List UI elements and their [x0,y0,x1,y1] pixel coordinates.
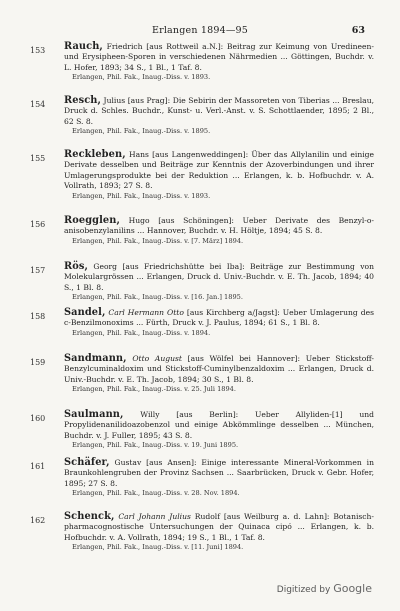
running-title: Erlangen 1894—95 [151,25,249,36]
entry-citation: Julius [aus Prag]: Die Sebirin der Massoreten von Tiberias ... Breslau, Druck d. Schles. Buchdr., Kunst- u. Verl.-Anst. v. S. Schottlaender, 1895; 2 Bl., 62 S. 8. [64,96,374,126]
entry-citation: Rudolf [aus Weilburg a. d. Lahn]: Botanisch-pharmacognostische Untersuchungen der Quinaca cipó ... Erlangen, k. b. Hofbuchdr. v. A. Vollrath, 1894; 19 S., 1 Bl., 1 Taf. 8. [64,512,374,542]
entry-number: 158 [30,312,46,321]
entry-citation: Hugo [aus Schöningen]: Ueber Derivate des Benzyl-o-anisobenzylanilins ... Hannover, Buchdr. v. H. Höltje, 1894; 45 S. 8. [64,216,374,236]
entry-number: 156 [30,220,46,229]
entry-text [64,96,374,137]
page-number: 63 [351,25,365,36]
entry-note: Erlangen, Phil. Fak., Inaug.-Diss. v. [7. März] 1894. [72,236,244,245]
running-header [0,25,400,39]
entry-number: 155 [30,154,46,163]
author-surname: Schenck, [64,511,115,522]
entry-number: 160 [30,414,46,423]
entry-text [64,410,374,451]
entry-note: Erlangen, Phil. Fak., Inaug.-Diss. v. [11. Juni] 1894. [72,543,244,552]
entry-text [64,354,374,395]
entry-number: 159 [30,358,46,367]
entry-note: Erlangen, Phil. Fak., Inaug.-Diss. v. 1893. [72,191,211,200]
google-logo: Google [333,582,372,595]
entry-note: Erlangen, Phil. Fak., Inaug.-Diss. v. 1893. [72,73,211,82]
entry-number: 157 [30,266,46,275]
entry-citation: [aus Kirchberg a/Jagst]: Ueber Umlagerung des c-Benzilmonoxims ... Fürth, Druck v. J. Paulus, 1894; 61 S., 1 Bl. 8. [64,308,374,328]
entry-citation: Friedrich [aus Rottweil a.N.]: Beitrag zur Keimung von Uredineen- und Erysipheen-Sporen in verschiedenen Nährmedien ... Göttingen, Buchdr. v. L. Hofer, 1893; 34 S., 1 Bl., 1 Taf. 8. [64,42,374,72]
author-surname: Reckleben, [64,149,126,160]
author-surname: Saulmann, [64,409,124,420]
entry-text [64,216,374,246]
entry-number: 161 [30,462,46,471]
entry-note: Erlangen, Phil. Fak., Inaug.-Diss. v. [16. Jan.] 1895. [72,293,243,302]
entry-note: Erlangen, Phil. Fak., Inaug.-Diss. v. 19. Juni 1895. [72,441,239,450]
author-surname: Sandmann, [64,353,127,364]
author-surname: Rös, [64,261,89,272]
digitized-by-google-watermark [277,582,372,595]
entry-citation: [aus Wölfel bei Hannover]: Ueber Stickstoff-Benzylcuminaldoxim und Stickstoff-Cuminylbenzaldoxim ... Erlangen, Druck d. Univ.-Buchdr. v. E. Th. Jacob, 1894; 30 S., 1 Bl. 8. [64,354,374,384]
author-surname: Sandel, [64,307,106,318]
entry-note: Erlangen, Phil. Fak., Inaug.-Diss. v. 28. Nov. 1894. [72,489,240,498]
author-surname: Rauch, [64,41,103,52]
author-surname: Roegglen, [64,215,120,226]
entry-note: Erlangen, Phil. Fak., Inaug.-Diss. v. 25. Juli 1894. [72,385,236,394]
author-surname: Schäfer, [64,457,110,468]
author-given-names: Carl Johann Julius [114,512,191,521]
entry-number: 153 [30,46,46,55]
entry-text [64,42,374,83]
entry-citation: Willy [aus Berlin]: Ueber Allyliden-[1] und Propylidenanilidoazobenzol und einige Abkömmlinge desselben ... München, Buchdr. v. J. Fuller, 1895; 43 S. 8. [64,410,374,440]
entry-citation: Georg [aus Friedrichshütte bei Iba]: Beiträge zur Bestimmung von Molekulargrössen ... Erlangen, Druck d. Univ.-Buchdr. v. E. Th. Jacob, 1894; 40 S., 1 Bl. 8. [64,262,374,292]
entry-note: Erlangen, Phil. Fak., Inaug.-Diss. v. 1895. [72,127,211,136]
entry-text [64,150,374,201]
author-surname: Resch, [64,95,101,106]
entry-text [64,512,374,553]
entry-text [64,458,374,499]
entry-text [64,262,374,303]
entry-number: 154 [30,100,46,109]
author-given-names: Carl Hermann Otto [105,308,184,317]
entry-citation: Gustav [aus Ansen]: Einige interessante Mineral-Vorkommen in Braunkohlengruben der Provinz Sachsen ... Saarbrücken, Druck v. Gebr. Hofer, 1895; 27 S. 8. [64,458,374,488]
watermark-prefix: Digitized by [276,585,331,595]
entry-number: 162 [30,516,46,525]
entry-citation: Hans [aus Langenweddingen]: Über das Allylanilin und einige Derivate desselben und Beiträge zur Kenntnis der Azoverbindungen und ihrer Umlagerungsprodukte bei der Reduktion ... Erlangen, k. b. Hofbuchdr. v. A. Vollrath, 1893; 27 S. 8. [64,150,374,191]
author-given-names: Otto August [126,354,182,363]
entry-text [64,308,374,338]
entry-note: Erlangen, Phil. Fak., Inaug.-Diss. v. 1894. [72,328,211,337]
